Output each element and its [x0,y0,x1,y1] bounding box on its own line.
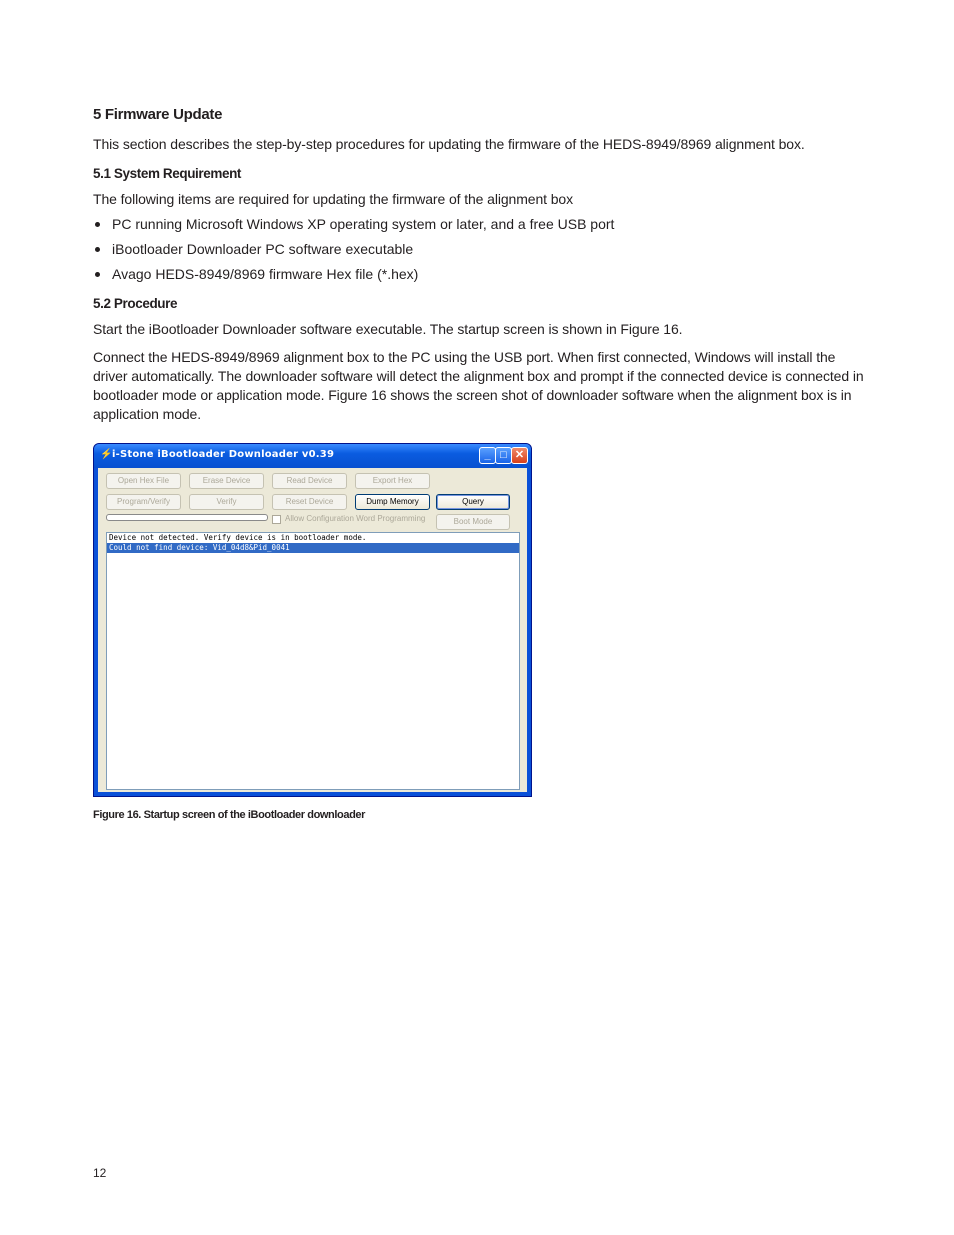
bullet-icon [95,272,100,277]
figure-caption: Figure 16. Startup screen of the iBootloader downloader [93,809,365,821]
maximize-icon[interactable]: □ [495,447,512,464]
downloader-window [93,443,532,797]
progress-bar [106,514,268,521]
verify-button[interactable]: Verify [189,494,264,510]
requirements-list [93,215,614,290]
query-button[interactable]: Query [436,494,510,510]
bullet-icon [95,222,100,227]
list-item: iBootloader Downloader PC software executable [93,240,614,265]
window-title: i-Stone iBootloader Downloader v0.39 [112,449,335,460]
intro-paragraph: This section describes the step-by-step procedures for updating the firmware of the HEDS-8949/8969 alignment box. [93,136,805,152]
minimize-icon[interactable]: _ [479,447,496,464]
title-bar[interactable] [94,444,531,468]
read-device-button[interactable]: Read Device [272,473,347,489]
open-hex-button[interactable]: Open Hex File [106,473,181,489]
subsection-heading-procedure: 5.2 Procedure [93,296,178,311]
boot-mode-button[interactable]: Boot Mode [436,514,510,530]
procedure-paragraph-2: Connect the HEDS-8949/8969 alignment box to the PC using the USB port. When first connected, Windows will install the driver automatically. The downloader software will detect the alignment box and prompt if the connected device is connected in bootloader mode or application mode. Figure 16 shows the screen shot of downloader software when the alignment box is in application mode. [93,349,864,422]
list-item: Avago HEDS-8949/8969 firmware Hex file (*.hex) [93,265,614,290]
bullet-icon [95,247,100,252]
config-word-checkbox[interactable] [272,515,281,524]
console-line: Device not detected. Verify device is in bootloader mode. [109,533,367,542]
reset-device-button[interactable]: Reset Device [272,494,347,510]
procedure-paragraph-1: Start the iBootloader Downloader software executable. The startup screen is shown in Figure 16. [93,321,683,337]
console-line-selected: Could not find device: Vid_04d8&Pid_0041 [107,543,519,553]
close-icon[interactable]: ✕ [511,447,528,464]
dump-memory-button[interactable]: Dump Memory [355,494,430,510]
subsection-heading-requirements: 5.1 System Requirement [93,166,242,181]
app-icon: ⚡ [100,449,113,460]
list-item: PC running Microsoft Windows XP operating system or later, and a free USB port [93,215,614,240]
requirements-lead: The following items are required for updating the firmware of the alignment box [93,191,574,207]
window-client-area [98,468,527,792]
page-number: 12 [93,1166,107,1180]
erase-device-button[interactable]: Erase Device [189,473,264,489]
program-verify-button[interactable]: Program/Verify [106,494,181,510]
export-hex-button[interactable]: Export Hex [355,473,430,489]
section-heading: 5 Firmware Update [93,106,223,123]
console-output[interactable] [106,532,520,790]
config-word-label: Allow Configuration Word Programming [285,514,426,523]
